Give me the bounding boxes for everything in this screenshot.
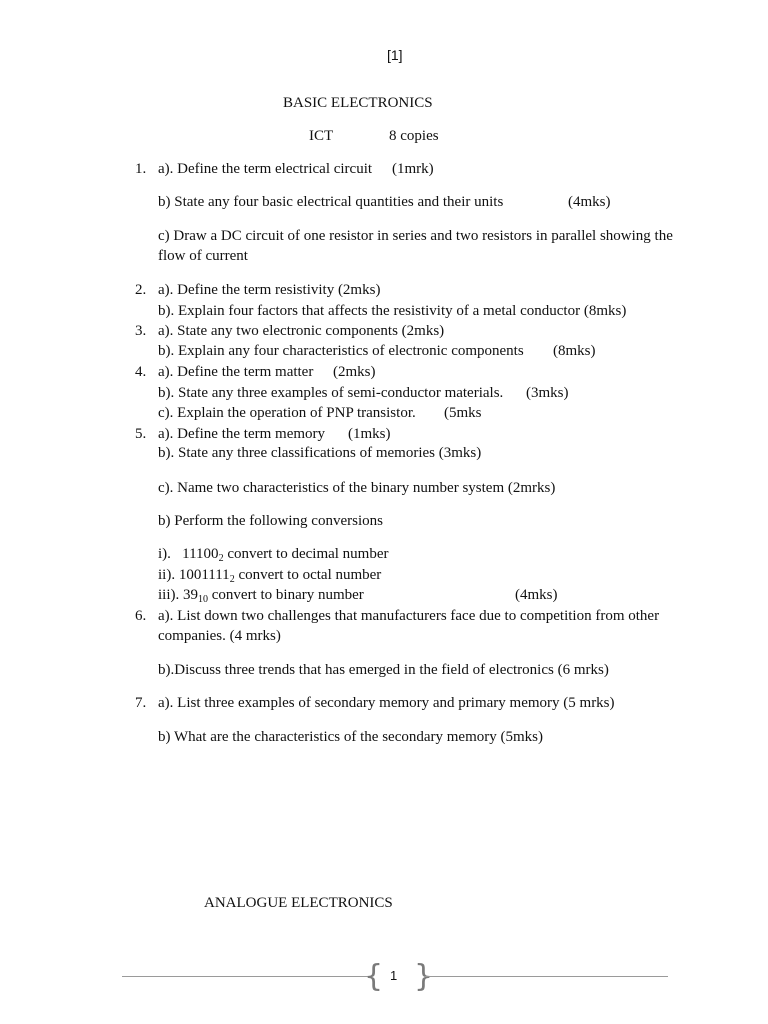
conversion-label: i). (158, 546, 171, 562)
conversion-text: convert to octal number (234, 567, 382, 583)
question-part-b: b).Discuss three trends that has emerged in the field of electronics (6 mrks) (158, 662, 609, 678)
question-part-b: b). Explain four factors that affects the resistivity of a metal conductor (8mks) (158, 303, 627, 319)
page-number: 1 (390, 968, 398, 983)
conversion-value: 39 (183, 587, 198, 603)
question-part-c: c) Draw a DC circuit of one resistor in series and two resistors in parallel showing the flow of current (158, 228, 673, 264)
question-part-b: b). State any three examples of semi-conductor materials. (158, 385, 504, 401)
question-part-c: c). Explain the operation of PNP transistor. (158, 405, 416, 421)
question-part-b: b). State any three classifications of memories (3mks) (158, 445, 482, 461)
conversion-item (158, 565, 381, 585)
conversion-text: convert to decimal number (223, 546, 389, 562)
right-brace-icon: } (414, 959, 434, 994)
conversion-value: 1001111 (178, 567, 230, 583)
section-heading: ANALOGUE ELECTRONICS (204, 895, 393, 911)
left-brace-icon: { (364, 959, 384, 994)
question-number: 3. (135, 323, 147, 339)
question-part-a: a). List down two challenges that manufacturers face due to competition from other companies. (4 mrks) (158, 608, 660, 644)
question-number: 2. (135, 282, 147, 298)
question-marks: (1mrk) (392, 161, 434, 177)
question-marks: (8mks) (553, 343, 596, 359)
question-marks: (4mks) (515, 587, 558, 603)
question-part-a: a). List three examples of secondary memory and primary memory (5 mrks) (158, 695, 615, 711)
question-marks: (3mks) (526, 385, 569, 401)
question-part-b: b) State any four basic electrical quantities and their units (158, 194, 504, 210)
question-marks: (2mks) (333, 364, 376, 380)
conversion-base: 2 (229, 574, 235, 585)
question-part-c: c). Name two characteristics of the binary number system (2mrks) (158, 480, 556, 496)
footer-rule-right (424, 976, 668, 977)
question-part-d: b) Perform the following conversions (158, 513, 383, 529)
question-marks: (5mks (444, 405, 482, 421)
conversion-label: iii). (158, 587, 180, 603)
question-part-a: a). Define the term memory (158, 426, 326, 442)
question-number: 1. (135, 161, 147, 177)
conversion-base: 10 (198, 594, 208, 605)
conversion-label: ii). (158, 567, 176, 583)
footer-rule-left (122, 976, 370, 977)
document-title: BASIC ELECTRONICS (283, 95, 433, 111)
question-number: 7. (135, 695, 147, 711)
question-part-b: b) What are the characteristics of the secondary memory (5mks) (158, 729, 543, 745)
conversion-base: 2 (218, 553, 224, 564)
question-number: 5. (135, 426, 147, 442)
copies-label: 8 copies (389, 128, 439, 144)
question-part-a: a). Define the term matter (158, 364, 314, 380)
question-marks: (4mks) (568, 194, 611, 210)
conversion-text: convert to binary number (208, 587, 364, 603)
subject-label: ICT (309, 128, 334, 144)
question-marks: (1mks) (348, 426, 391, 442)
question-part-b: b). Explain any four characteristics of electronic components (158, 343, 524, 359)
conversion-item (158, 544, 389, 564)
question-number: 6. (135, 608, 147, 624)
question-number: 4. (135, 364, 147, 380)
question-part-a: a). Define the term resistivity (2mks) (158, 282, 381, 298)
conversion-value: 11100 (182, 546, 219, 562)
conversion-item (158, 585, 364, 605)
question-part-a: a). Define the term electrical circuit (158, 161, 373, 177)
question-part-a: a). State any two electronic components (2mks) (158, 323, 445, 339)
page-marker: [1] (387, 47, 403, 63)
